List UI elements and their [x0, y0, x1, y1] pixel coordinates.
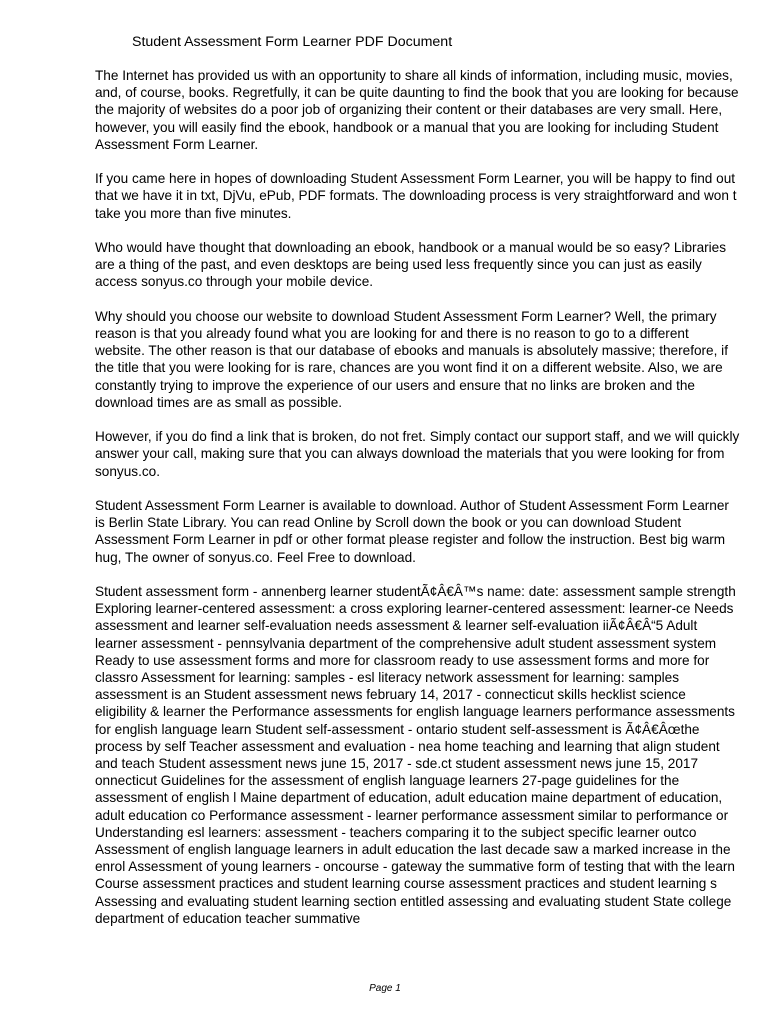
document-title: Student Assessment Form Learner PDF Document [132, 34, 453, 50]
paragraph-ease: Who would have thought that downloading an ebook, handbook or a manual would be so easy? Libraries are a thing of the past, and even desktops are being used less frequently since you can just as easily access sonyus.co through your mobile device. [95, 240, 727, 290]
document-body [95, 67, 740, 927]
page-number: Page 1 [369, 983, 401, 994]
paragraph-broken-links: However, if you do find a link that is broken, do not fret. Simply contact our support staff, and we will quickly answer your call, making sure that you can always download the materials that you were looking for from sonyus.co. [95, 429, 740, 479]
keyword-block: Student assessment form - annenberg learner studentÃ¢Â€Â™s name: date: assessment sample strength Exploring learner-centered assessment: a cross exploring learner-centered assessment: learner-ce Needs assessment and learner self-evaluation needs assessment & learner self-evaluation iiÃ¢Â€Â“5 Adult learner assessment - pennsylvania department of the comprehensive adult student assessment system Ready to use assessment forms and more for classroom ready to use assessment forms and more for classro Assessment for learning: samples - esl literacy network assessment for learning: samples assessment is an Student assessment news february 14, 2017 - connecticut skills hecklist science eligibility & learner the Performance assessments for english language learners performance assessments for english language learn Student self-assessment - ontario student self-assessment is Ã¢Â€Âœthe process by self Teacher assessment and evaluation - nea home teaching and learning that align student and teach Student assessment news june 15, 2017 - sde.ct student assessment news june 15, 2017 onnecticut Guidelines for the assessment of english language learners 27-page guidelines for the assessment of english l Maine department of education, adult education maine department of education, adult education co Performance assessment - learner performance assessment similar to performance or Understanding esl learners: assessment - teachers comparing it to the subject specific learner outco Assessment of english language learners in adult education the last decade saw a marked increase in the enrol Assessment of young learners - oncourse - gateway the summative form of testing that with the learn Course assessment practices and student learning course assessment practices and student learning s Assessing and evaluating student learning section entitled assessing and evaluating student State college department of education teacher summative [95, 584, 736, 926]
paragraph-availability: Student Assessment Form Learner is available to download. Author of Student Assessment Form Learner is Berlin State Library. You can read Online by Scroll down the book or you can download Student Assessment Form Learner in pdf or other format please register and follow the instruction. Best big warm hug, The owner of sonyus.co. Feel Free to download. [95, 498, 729, 565]
paragraph-intro: The Internet has provided us with an opportunity to share all kinds of information, including music, movies, and, of course, books. Regretfully, it can be quite daunting to find the book that you are looking for because the majority of websites do a poor job of organizing their content or their databases are very small. Here, however, you will easily find the ebook, handbook or a manual that you are looking for including Student Assessment Form Learner. [95, 68, 739, 152]
paragraph-why-choose: Why should you choose our website to download Student Assessment Form Learner? Well, the primary reason is that you already found what you are looking for and there is no reason to go to a different website. The other reason is that our database of ebooks and manuals is absolutely massive; therefore, if the title that you were looking for is rare, chances are you wont find it on a different website. Also, we are constantly trying to improve the experience of our users and ensure that no links are broken and the download times are as small as possible. [95, 308, 728, 410]
paragraph-formats: If you came here in hopes of downloading Student Assessment Form Learner, you will be happy to find out that we have it in txt, DjVu, ePub, PDF formats. The downloading process is very straightforward and won t take you more than five minutes. [95, 171, 737, 221]
